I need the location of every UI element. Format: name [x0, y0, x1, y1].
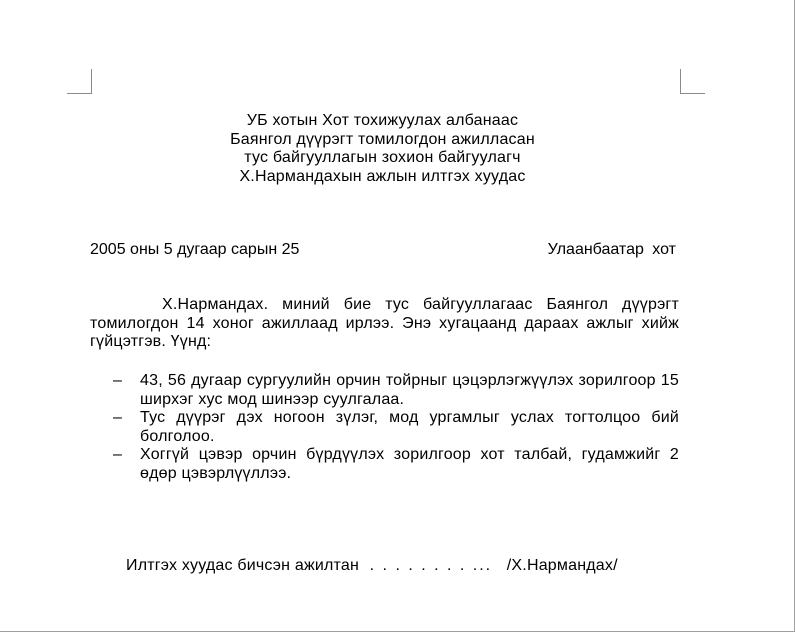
body-paragraph: Х.Нармандах. миний бие тус байгууллагаас Баянгол дүүрэгт томилогдон 14 хоног ажиллаад ирлээ. Энэ хугацаанд дараах ажлыг хийж гүйцэтгэв. Үүнд:: [90, 296, 679, 350]
list-item: [113, 409, 679, 446]
heading-line: Х.Нармандахын ажлын илтгэх хуудас: [239, 167, 526, 185]
dash-bullet: –: [113, 372, 123, 389]
list-item: [113, 446, 679, 483]
signature-label: Илтгэх хуудас бичсэн ажилтан: [126, 557, 359, 574]
signature-name: /Х.Нармандах/: [506, 557, 618, 574]
dash-bullet: –: [113, 446, 123, 463]
document-place: Улаанбаатар хот: [547, 241, 676, 258]
list-item: [113, 372, 679, 409]
document-heading: [90, 112, 675, 186]
list-item-text: Хоггүй цэвэр орчин бүрдүүлэх зорилгоор хот талбай, гудамжийг 2 өдөр цэвэрлүүллээ.: [140, 446, 679, 482]
heading-line: тус байгууллагын зохион байгуулагч: [244, 149, 521, 166]
list-item-text: Тус дүүрэг дэх ногоон зүлэг, мод ургамлыг услах тогтолцоо бий болголоо.: [140, 409, 679, 445]
document-date: 2005 оны 5 дугаар сарын 25: [90, 241, 300, 258]
signature-dots: . . . . . . . . ...: [369, 557, 493, 574]
task-list: [113, 372, 679, 483]
heading-line: УБ хотын Хот тохижуулах албанаас: [246, 112, 519, 129]
margin-corner-top-left: [67, 69, 92, 94]
heading-line: Баянгол дүүрэгт томилогдон ажилласан: [230, 130, 535, 148]
dash-bullet: –: [113, 409, 123, 426]
margin-corner-top-right: [680, 69, 705, 94]
list-item-text: 43, 56 дугаар сургуулийн орчин тойрныг цэцэрлэгжүүлэх зорилгоор 15 ширхэг хус мод шинээр суулгалаа.: [140, 372, 679, 408]
signature-line: [126, 557, 618, 576]
